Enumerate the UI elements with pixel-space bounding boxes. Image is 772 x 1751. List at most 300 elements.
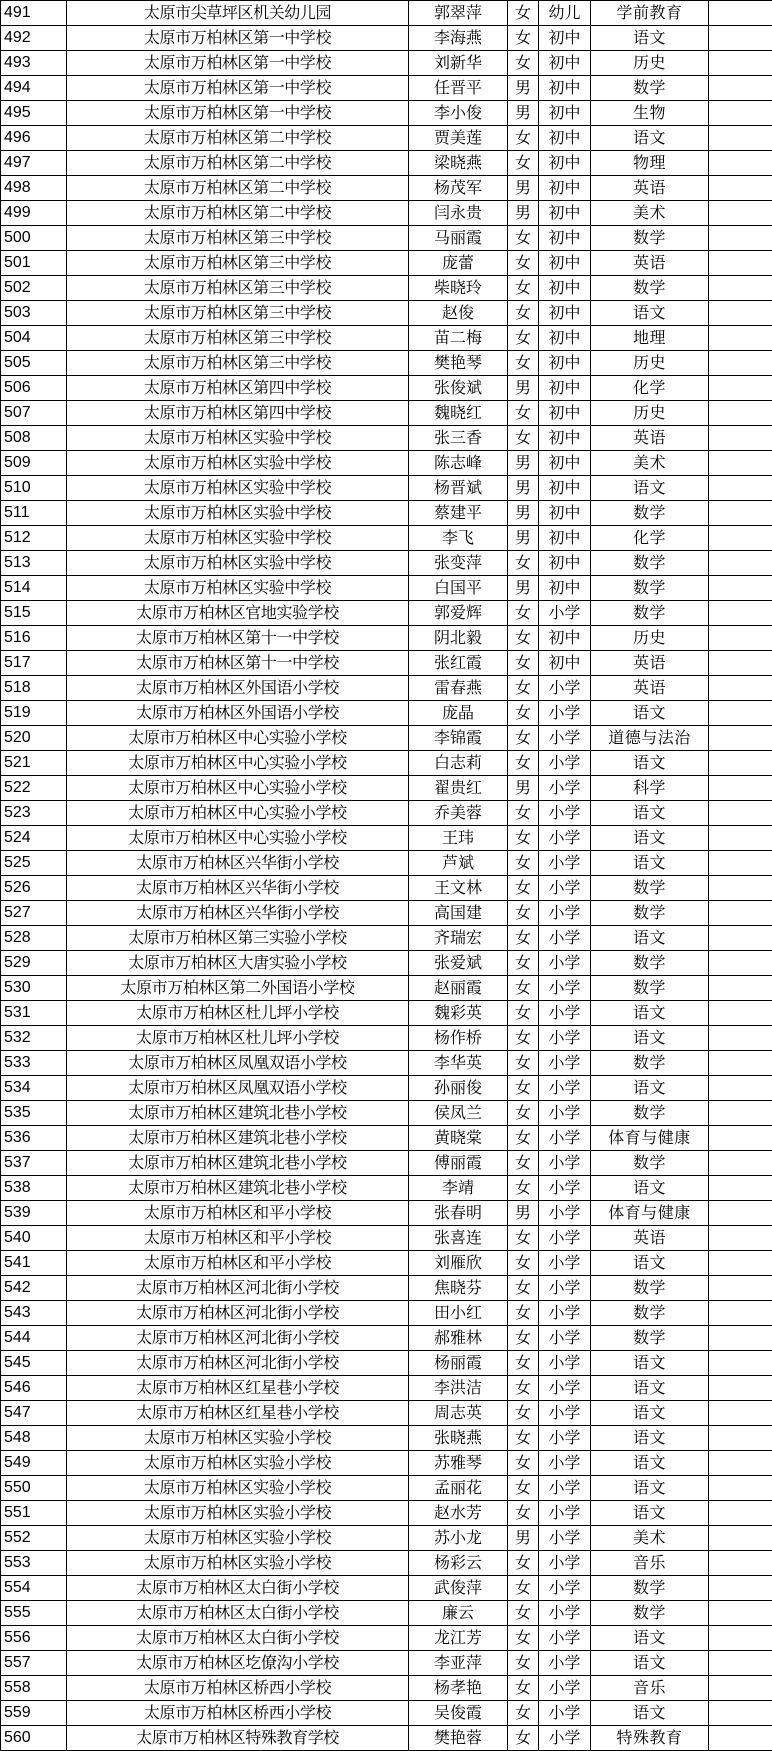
- gender-cell: 女: [508, 426, 539, 451]
- gender-cell: 女: [508, 1576, 539, 1601]
- gender-cell: 女: [508, 851, 539, 876]
- school-name-cell: 太原市万柏林区第十一中学校: [67, 626, 409, 651]
- teacher-name-cell: 李亚萍: [409, 1651, 508, 1676]
- subject-cell: 语文: [591, 701, 709, 726]
- teacher-name-cell: 张爱斌: [409, 951, 508, 976]
- subject-cell: 科学: [591, 776, 709, 801]
- teacher-name-cell: 白志莉: [409, 751, 508, 776]
- school-level-cell: 小学: [539, 1601, 591, 1626]
- serial-number-cell: 516: [1, 626, 67, 651]
- empty-cell: [709, 1301, 772, 1326]
- subject-cell: 语文: [591, 476, 709, 501]
- teacher-name-cell: 赵丽霞: [409, 976, 508, 1001]
- serial-number-cell: 542: [1, 1276, 67, 1301]
- table-body: [1, 1, 772, 1751]
- school-level-cell: 小学: [539, 776, 591, 801]
- subject-cell: 美术: [591, 1526, 709, 1551]
- serial-number-cell: 526: [1, 876, 67, 901]
- school-name-cell: 太原市万柏林区中心实验小学校: [67, 801, 409, 826]
- school-name-cell: 太原市万柏林区实验中学校: [67, 426, 409, 451]
- teacher-name-cell: 齐瑞宏: [409, 926, 508, 951]
- subject-cell: 数学: [591, 226, 709, 251]
- gender-cell: 女: [508, 1226, 539, 1251]
- school-level-cell: 初中: [539, 276, 591, 301]
- teacher-name-cell: 张三香: [409, 426, 508, 451]
- serial-number-cell: 512: [1, 526, 67, 551]
- table-row: [1, 26, 772, 51]
- gender-cell: 女: [508, 26, 539, 51]
- empty-cell: [709, 676, 772, 701]
- teacher-name-cell: 李华英: [409, 1051, 508, 1076]
- teacher-name-cell: 魏晓红: [409, 401, 508, 426]
- serial-number-cell: 517: [1, 651, 67, 676]
- school-name-cell: 太原市万柏林区河北街小学校: [67, 1301, 409, 1326]
- table-row: [1, 826, 772, 851]
- table-row: [1, 1151, 772, 1176]
- subject-cell: 语文: [591, 926, 709, 951]
- gender-cell: 女: [508, 1051, 539, 1076]
- serial-number-cell: 557: [1, 1651, 67, 1676]
- serial-number-cell: 559: [1, 1701, 67, 1726]
- serial-number-cell: 497: [1, 151, 67, 176]
- school-level-cell: 小学: [539, 1076, 591, 1101]
- serial-number-cell: 554: [1, 1576, 67, 1601]
- serial-number-cell: 494: [1, 76, 67, 101]
- school-level-cell: 小学: [539, 926, 591, 951]
- table-row: [1, 776, 772, 801]
- school-level-cell: 小学: [539, 1151, 591, 1176]
- gender-cell: 女: [508, 901, 539, 926]
- school-level-cell: 小学: [539, 1351, 591, 1376]
- subject-cell: 历史: [591, 51, 709, 76]
- gender-cell: 女: [508, 876, 539, 901]
- school-name-cell: 太原市万柏林区实验中学校: [67, 526, 409, 551]
- teacher-name-cell: 魏彩英: [409, 1001, 508, 1026]
- empty-cell: [709, 276, 772, 301]
- gender-cell: 女: [508, 701, 539, 726]
- gender-cell: 女: [508, 1151, 539, 1176]
- subject-cell: 学前教育: [591, 1, 709, 26]
- subject-cell: 数学: [591, 976, 709, 1001]
- subject-cell: 语文: [591, 1251, 709, 1276]
- subject-cell: 体育与健康: [591, 1201, 709, 1226]
- teacher-name-cell: 庞蕾: [409, 251, 508, 276]
- table-row: [1, 551, 772, 576]
- school-name-cell: 太原市万柏林区实验小学校: [67, 1476, 409, 1501]
- teacher-name-cell: 张春明: [409, 1201, 508, 1226]
- gender-cell: 女: [508, 1451, 539, 1476]
- school-level-cell: 小学: [539, 826, 591, 851]
- teacher-name-cell: 张俊斌: [409, 376, 508, 401]
- subject-cell: 数学: [591, 1051, 709, 1076]
- school-name-cell: 太原市万柏林区红星巷小学校: [67, 1376, 409, 1401]
- table-row: [1, 101, 772, 126]
- gender-cell: 女: [508, 926, 539, 951]
- teacher-name-cell: 刘雁欣: [409, 1251, 508, 1276]
- table-row: [1, 1426, 772, 1451]
- empty-cell: [709, 176, 772, 201]
- school-level-cell: 初中: [539, 451, 591, 476]
- school-name-cell: 太原市万柏林区凤凰双语小学校: [67, 1051, 409, 1076]
- school-name-cell: 太原市万柏林区太白街小学校: [67, 1576, 409, 1601]
- gender-cell: 女: [508, 1476, 539, 1501]
- gender-cell: 女: [508, 601, 539, 626]
- table-row: [1, 276, 772, 301]
- school-name-cell: 太原市万柏林区河北街小学校: [67, 1326, 409, 1351]
- table-row: [1, 51, 772, 76]
- school-name-cell: 太原市万柏林区河北街小学校: [67, 1276, 409, 1301]
- teacher-name-cell: 刘新华: [409, 51, 508, 76]
- subject-cell: 语文: [591, 1401, 709, 1426]
- teacher-name-cell: 侯凤兰: [409, 1101, 508, 1126]
- subject-cell: 历史: [591, 626, 709, 651]
- teacher-name-cell: 田小红: [409, 1301, 508, 1326]
- teacher-name-cell: 郝雅林: [409, 1326, 508, 1351]
- gender-cell: 女: [508, 1076, 539, 1101]
- school-name-cell: 太原市万柏林区第二中学校: [67, 126, 409, 151]
- empty-cell: [709, 651, 772, 676]
- serial-number-cell: 519: [1, 701, 67, 726]
- teacher-name-cell: 庞晶: [409, 701, 508, 726]
- empty-cell: [709, 51, 772, 76]
- school-level-cell: 小学: [539, 1576, 591, 1601]
- serial-number-cell: 505: [1, 351, 67, 376]
- teacher-name-cell: 赵俊: [409, 301, 508, 326]
- empty-cell: [709, 1326, 772, 1351]
- subject-cell: 语文: [591, 1076, 709, 1101]
- gender-cell: 女: [508, 1351, 539, 1376]
- teacher-name-cell: 杨彩云: [409, 1551, 508, 1576]
- school-name-cell: 太原市万柏林区外国语小学校: [67, 676, 409, 701]
- serial-number-cell: 531: [1, 1001, 67, 1026]
- school-level-cell: 幼儿: [539, 1, 591, 26]
- table-row: [1, 1176, 772, 1201]
- gender-cell: 女: [508, 1126, 539, 1151]
- empty-cell: [709, 976, 772, 1001]
- table-row: [1, 601, 772, 626]
- subject-cell: 语文: [591, 1701, 709, 1726]
- table-row: [1, 1376, 772, 1401]
- teacher-name-cell: 郭爱辉: [409, 601, 508, 626]
- teacher-name-cell: 贾美莲: [409, 126, 508, 151]
- serial-number-cell: 508: [1, 426, 67, 451]
- teacher-name-cell: 苗二梅: [409, 326, 508, 351]
- empty-cell: [709, 151, 772, 176]
- empty-cell: [709, 1551, 772, 1576]
- gender-cell: 女: [508, 976, 539, 1001]
- school-name-cell: 太原市万柏林区实验中学校: [67, 501, 409, 526]
- subject-cell: 语文: [591, 851, 709, 876]
- school-name-cell: 太原市万柏林区圪僚沟小学校: [67, 1651, 409, 1676]
- table-row: [1, 1026, 772, 1051]
- table-row: [1, 651, 772, 676]
- teacher-name-cell: 黄晓棠: [409, 1126, 508, 1151]
- empty-cell: [709, 1226, 772, 1251]
- serial-number-cell: 511: [1, 501, 67, 526]
- subject-cell: 音乐: [591, 1676, 709, 1701]
- school-level-cell: 小学: [539, 1251, 591, 1276]
- table-row: [1, 801, 772, 826]
- school-name-cell: 太原市万柏林区实验小学校: [67, 1451, 409, 1476]
- school-name-cell: 太原市万柏林区第三中学校: [67, 301, 409, 326]
- table-row: [1, 351, 772, 376]
- school-level-cell: 小学: [539, 976, 591, 1001]
- serial-number-cell: 502: [1, 276, 67, 301]
- serial-number-cell: 556: [1, 1626, 67, 1651]
- teacher-name-cell: 李洪洁: [409, 1376, 508, 1401]
- empty-cell: [709, 1276, 772, 1301]
- empty-cell: [709, 476, 772, 501]
- table-row: [1, 1301, 772, 1326]
- subject-cell: 历史: [591, 351, 709, 376]
- table-row: [1, 451, 772, 476]
- table-row: [1, 526, 772, 551]
- teacher-name-cell: 李飞: [409, 526, 508, 551]
- gender-cell: 男: [508, 526, 539, 551]
- serial-number-cell: 553: [1, 1551, 67, 1576]
- empty-cell: [709, 1651, 772, 1676]
- school-level-cell: 初中: [539, 201, 591, 226]
- school-level-cell: 小学: [539, 1551, 591, 1576]
- table-row: [1, 1326, 772, 1351]
- teacher-name-cell: 孟丽花: [409, 1476, 508, 1501]
- table-row: [1, 1126, 772, 1151]
- subject-cell: 语文: [591, 1651, 709, 1676]
- school-name-cell: 太原市万柏林区第二外国语小学校: [67, 976, 409, 1001]
- empty-cell: [709, 101, 772, 126]
- gender-cell: 女: [508, 1376, 539, 1401]
- gender-cell: 女: [508, 226, 539, 251]
- school-level-cell: 初中: [539, 101, 591, 126]
- school-level-cell: 小学: [539, 1301, 591, 1326]
- school-name-cell: 太原市万柏林区和平小学校: [67, 1226, 409, 1251]
- serial-number-cell: 500: [1, 226, 67, 251]
- subject-cell: 语文: [591, 1501, 709, 1526]
- school-name-cell: 太原市万柏林区兴华街小学校: [67, 901, 409, 926]
- empty-cell: [709, 551, 772, 576]
- teacher-name-cell: 孙丽俊: [409, 1076, 508, 1101]
- school-level-cell: 初中: [539, 576, 591, 601]
- gender-cell: 男: [508, 576, 539, 601]
- subject-cell: 道德与法治: [591, 726, 709, 751]
- gender-cell: 女: [508, 151, 539, 176]
- serial-number-cell: 541: [1, 1251, 67, 1276]
- gender-cell: 女: [508, 1176, 539, 1201]
- teacher-name-cell: 李小俊: [409, 101, 508, 126]
- school-name-cell: 太原市万柏林区桥西小学校: [67, 1701, 409, 1726]
- school-name-cell: 太原市万柏林区兴华街小学校: [67, 851, 409, 876]
- table-row: [1, 1551, 772, 1576]
- serial-number-cell: 540: [1, 1226, 67, 1251]
- empty-cell: [709, 251, 772, 276]
- school-name-cell: 太原市万柏林区建筑北巷小学校: [67, 1151, 409, 1176]
- school-name-cell: 太原市万柏林区第三实验小学校: [67, 926, 409, 951]
- school-level-cell: 初中: [539, 326, 591, 351]
- school-level-cell: 初中: [539, 26, 591, 51]
- empty-cell: [709, 701, 772, 726]
- table-row: [1, 901, 772, 926]
- gender-cell: 女: [508, 1726, 539, 1751]
- teacher-name-cell: 柴晓玲: [409, 276, 508, 301]
- school-level-cell: 小学: [539, 601, 591, 626]
- empty-cell: [709, 1376, 772, 1401]
- teacher-name-cell: 李海燕: [409, 26, 508, 51]
- school-level-cell: 初中: [539, 51, 591, 76]
- school-level-cell: 小学: [539, 1101, 591, 1126]
- empty-cell: [709, 1726, 772, 1751]
- serial-number-cell: 544: [1, 1326, 67, 1351]
- subject-cell: 语文: [591, 1476, 709, 1501]
- empty-cell: [709, 126, 772, 151]
- school-level-cell: 小学: [539, 1126, 591, 1151]
- teacher-name-cell: 吴俊霞: [409, 1701, 508, 1726]
- teacher-name-cell: 王玮: [409, 826, 508, 851]
- serial-number-cell: 495: [1, 101, 67, 126]
- teacher-name-cell: 梁晓燕: [409, 151, 508, 176]
- empty-cell: [709, 401, 772, 426]
- table-row: [1, 976, 772, 1001]
- school-name-cell: 太原市万柏林区第二中学校: [67, 201, 409, 226]
- table-row: [1, 501, 772, 526]
- school-level-cell: 小学: [539, 701, 591, 726]
- empty-cell: [709, 1401, 772, 1426]
- serial-number-cell: 534: [1, 1076, 67, 1101]
- serial-number-cell: 546: [1, 1376, 67, 1401]
- serial-number-cell: 543: [1, 1301, 67, 1326]
- school-level-cell: 小学: [539, 876, 591, 901]
- empty-cell: [709, 1101, 772, 1126]
- table-row: [1, 1001, 772, 1026]
- serial-number-cell: 548: [1, 1426, 67, 1451]
- teacher-name-cell: 赵水芳: [409, 1501, 508, 1526]
- serial-number-cell: 492: [1, 26, 67, 51]
- gender-cell: 女: [508, 1401, 539, 1426]
- table-row: [1, 1726, 772, 1751]
- gender-cell: 男: [508, 201, 539, 226]
- school-name-cell: 太原市万柏林区大唐实验小学校: [67, 951, 409, 976]
- school-name-cell: 太原市万柏林区实验小学校: [67, 1426, 409, 1451]
- school-level-cell: 初中: [539, 151, 591, 176]
- school-level-cell: 初中: [539, 126, 591, 151]
- subject-cell: 英语: [591, 676, 709, 701]
- school-name-cell: 太原市万柏林区实验中学校: [67, 576, 409, 601]
- teacher-name-cell: 傅丽霞: [409, 1151, 508, 1176]
- table-row: [1, 1, 772, 26]
- serial-number-cell: 499: [1, 201, 67, 226]
- subject-cell: 数学: [591, 501, 709, 526]
- gender-cell: 女: [508, 1326, 539, 1351]
- gender-cell: 男: [508, 376, 539, 401]
- school-level-cell: 小学: [539, 1526, 591, 1551]
- subject-cell: 语文: [591, 1376, 709, 1401]
- empty-cell: [709, 901, 772, 926]
- table-row: [1, 326, 772, 351]
- subject-cell: 美术: [591, 201, 709, 226]
- school-name-cell: 太原市万柏林区特殊教育学校: [67, 1726, 409, 1751]
- school-name-cell: 太原市万柏林区第一中学校: [67, 76, 409, 101]
- gender-cell: 女: [508, 1701, 539, 1726]
- teacher-name-cell: 杨丽霞: [409, 1351, 508, 1376]
- school-level-cell: 初中: [539, 176, 591, 201]
- empty-cell: [709, 326, 772, 351]
- school-name-cell: 太原市万柏林区实验小学校: [67, 1501, 409, 1526]
- school-name-cell: 太原市万柏林区和平小学校: [67, 1201, 409, 1226]
- empty-cell: [709, 451, 772, 476]
- teacher-name-cell: 张晓燕: [409, 1426, 508, 1451]
- school-level-cell: 初中: [539, 476, 591, 501]
- table-row: [1, 1276, 772, 1301]
- subject-cell: 数学: [591, 551, 709, 576]
- subject-cell: 语文: [591, 801, 709, 826]
- table-row: [1, 726, 772, 751]
- gender-cell: 男: [508, 176, 539, 201]
- table-row: [1, 1076, 772, 1101]
- gender-cell: 女: [508, 1601, 539, 1626]
- school-name-cell: 太原市万柏林区实验中学校: [67, 451, 409, 476]
- school-level-cell: 初中: [539, 376, 591, 401]
- teacher-name-cell: 苏小龙: [409, 1526, 508, 1551]
- gender-cell: 女: [508, 1251, 539, 1276]
- table-row: [1, 301, 772, 326]
- school-level-cell: 小学: [539, 1026, 591, 1051]
- subject-cell: 数学: [591, 951, 709, 976]
- gender-cell: 女: [508, 126, 539, 151]
- teacher-name-cell: 杨晋斌: [409, 476, 508, 501]
- empty-cell: [709, 26, 772, 51]
- subject-cell: 英语: [591, 1226, 709, 1251]
- school-level-cell: 小学: [539, 1376, 591, 1401]
- subject-cell: 语文: [591, 301, 709, 326]
- gender-cell: 女: [508, 1001, 539, 1026]
- subject-cell: 英语: [591, 426, 709, 451]
- school-level-cell: 小学: [539, 1726, 591, 1751]
- gender-cell: 男: [508, 776, 539, 801]
- serial-number-cell: 491: [1, 1, 67, 26]
- serial-number-cell: 533: [1, 1051, 67, 1076]
- school-level-cell: 初中: [539, 351, 591, 376]
- school-name-cell: 太原市万柏林区中心实验小学校: [67, 751, 409, 776]
- school-level-cell: 初中: [539, 551, 591, 576]
- school-level-cell: 小学: [539, 1051, 591, 1076]
- table-row: [1, 426, 772, 451]
- empty-cell: [709, 1, 772, 26]
- gender-cell: 男: [508, 476, 539, 501]
- serial-number-cell: 518: [1, 676, 67, 701]
- empty-cell: [709, 1126, 772, 1151]
- teacher-name-cell: 闫永贵: [409, 201, 508, 226]
- teacher-name-cell: 周志英: [409, 1401, 508, 1426]
- empty-cell: [709, 1176, 772, 1201]
- teacher-name-cell: 蔡建平: [409, 501, 508, 526]
- empty-cell: [709, 1001, 772, 1026]
- serial-number-cell: 528: [1, 926, 67, 951]
- teacher-name-cell: 王文林: [409, 876, 508, 901]
- school-name-cell: 太原市万柏林区河北街小学校: [67, 1351, 409, 1376]
- school-name-cell: 太原市万柏林区第一中学校: [67, 101, 409, 126]
- teacher-name-cell: 樊艳蓉: [409, 1726, 508, 1751]
- empty-cell: [709, 1051, 772, 1076]
- teacher-name-cell: 翟贵红: [409, 776, 508, 801]
- table-row: [1, 926, 772, 951]
- teacher-name-cell: 郭翠萍: [409, 1, 508, 26]
- empty-cell: [709, 201, 772, 226]
- gender-cell: 女: [508, 276, 539, 301]
- school-level-cell: 小学: [539, 1176, 591, 1201]
- gender-cell: 女: [508, 951, 539, 976]
- serial-number-cell: 501: [1, 251, 67, 276]
- empty-cell: [709, 376, 772, 401]
- school-name-cell: 太原市万柏林区实验小学校: [67, 1551, 409, 1576]
